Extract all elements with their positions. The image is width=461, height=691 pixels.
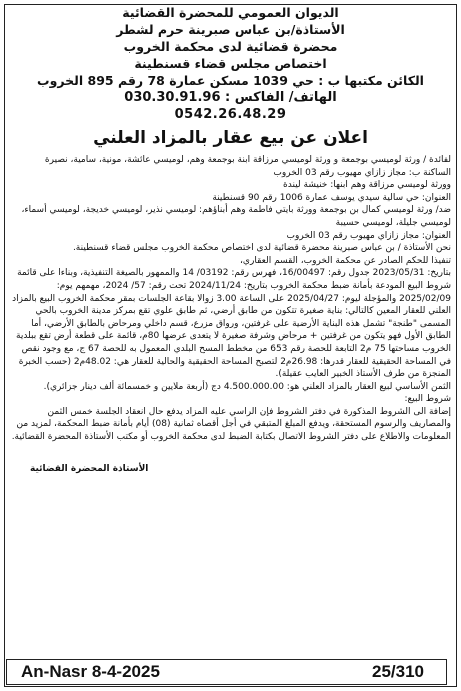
header-address: الكائن مكتبها ب : حي 1039 مسكن عمارة 78 رقم 895 الخروب bbox=[37, 73, 424, 88]
notice-body bbox=[6, 154, 455, 444]
body-paragraph: الساكنة ب: مجاز زازاي مهيوب رقم 03 الخروب bbox=[273, 167, 451, 178]
office-header bbox=[6, 4, 455, 123]
header-bailiff-name: الأستاذة/بن عباس صبرينة حرم لشطر bbox=[116, 22, 345, 37]
body-paragraph: العنوان: مجاز زازاي مهيوب رقم 03 الخروب bbox=[286, 230, 451, 241]
footer-newspaper-date: An-Nasr 8-4-2025 bbox=[21, 662, 160, 681]
header-phone-fax: الهاتف/ الفاكس : 030.30.91.96 bbox=[124, 90, 337, 105]
notice-content bbox=[6, 4, 455, 474]
header-court: محضرة قضائية لدى محكمة الخروب bbox=[123, 39, 338, 54]
publication-footer bbox=[6, 659, 447, 685]
footer-reference-number: 25/310 bbox=[372, 662, 424, 681]
body-paragraph: إضافة الى الشروط المذكورة في دفتر الشروط فإن الراسي عليه المزاد يدفع حال انعقاد الجلسة خمس الثمن والمصاريف والرسوم المستحقة، ويدفع المبلغ المتبقي في أجل أقصاه ثمانية (08) أيام بأمانة ضبط المحكمة، لمزيد من المعلومات والاطلاع على دفتر الشروط الاتصال بكتابة الضبط لدى محكمة الخروب أو مكتب الأستاذة المحضرة القضائية. bbox=[11, 406, 451, 443]
body-paragraph: وورثة لوميسي مرزاقة وهم ابنها: خنيشة ليندة bbox=[283, 180, 451, 191]
body-paragraph: الثمن الأساسي لبيع العقار بالمزاد العلني هو: 4.500.000.00 دج (أربعة ملايين و خمسمائة ألف دينار جزائري). bbox=[43, 381, 451, 392]
notice-title: اعلان عن بيع عقار بالمزاد العلني bbox=[93, 128, 368, 148]
body-paragraph: ضد/ ورثة لوميسي كمال بن بوجمعة وورثة بايتي فاطمة وهم أبناؤهم: لوميسي نذير، لوميسي خديجة، لوميسي أسماء، لوميسي جليلة، لوميسي حسيبة bbox=[21, 205, 451, 228]
body-paragraph: شروط البيع: bbox=[404, 394, 451, 405]
header-mobile: 0542.26.48.29 bbox=[174, 107, 287, 122]
body-paragraph: نحن الأستاذة / بن عباس صبرينة محضرة قضائية لدى اختصاص محكمة الخروب مجلس قضاء قسنطينة. bbox=[72, 243, 451, 254]
body-paragraph: العنوان: حي سالية سيدي يوسف عمارة 1006 رقم 90 قسنطينة bbox=[212, 192, 451, 203]
signature: الأستاذة المحضرة القضائية bbox=[30, 463, 149, 474]
header-office: الديوان العمومي للمحضرة القضائية bbox=[122, 5, 339, 20]
header-jurisdiction: اختصاص مجلس قضاء قسنطينة bbox=[134, 56, 327, 71]
body-paragraph: تنفيذا للحكم الصادر عن محكمة الخروب، القسم العقاري، bbox=[240, 255, 451, 266]
body-paragraph: بتاريخ: 2023/05/31 جدول رقم: 16/00497، فهرس رقم: 03192/ 14 والممهور بالصيغة التنفيذية، وبناءا على قائمة شروط البيع المودعة بأمانة ضبط محكمة الخروب بتاريخ: 2024/11/24 تحت رقم: 57/ 2024، مهمهم يوم: 2025/02/09 والمؤجلة ليوم: 2025/04/27 على الساعة 3.00 زوالا بقاعة الجلسات بمقر محكمة الخروب البيع بالمزاد العلني للعقار المعين كالتالي: بناية صغيرة تتكون من طابق أرضي، ثم طابق علوي تقع بمركز مدينة الخروب بالحي المسمى "طنجة" تشمل هذه البناية الأرضية على غرفتين، ورواق مزرع، قسم داخلي ومرحاض بالطابق الأرضي، أما الطابق الأول فهو يتكون من غرفتين + مرحاض وشرفة صغيرة لا يتعدى عرضها 80م، قائمة على قطعة أرض تقع ببلدية الخروب مساحتها 75 م2 التابعة للحصة رقم 653 من مخطط المسح البلدي المعمول به للحصة 67 ج، مع وجود نقص في المساحة الحقيقية للعقار قدرها: 26.98م2 لتصبح المساحة الحقيقية والحالية للعقار هي: 48.02م2 (حسب الخبرة المنجزة من طرف الأستاذ الخبير العايب عقيلة). bbox=[12, 268, 451, 380]
body-paragraph: لفائدة / ورثة لوميسي بوجمعة و ورثة لوميسي مرزاقة ابنة بوجمعة وهم، لوميسي عائشة، مونية، سامية، نصيرة bbox=[44, 155, 451, 165]
